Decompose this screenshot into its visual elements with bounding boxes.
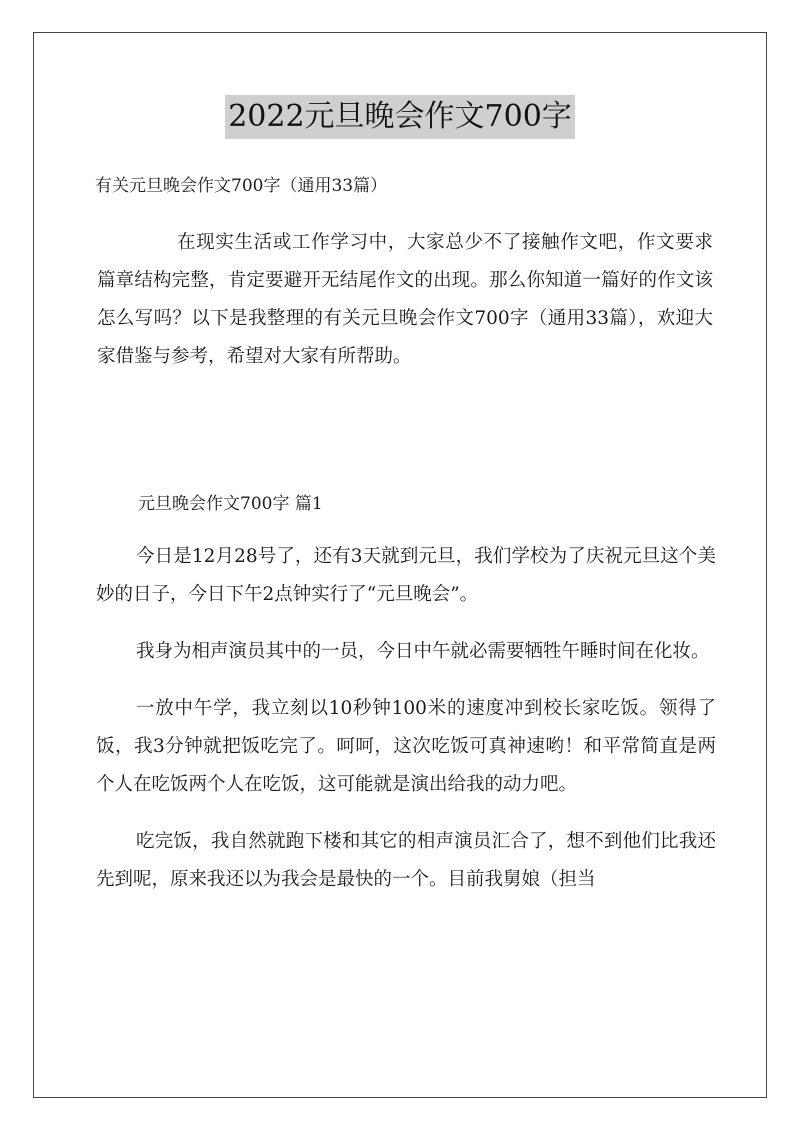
essay-paragraph: 吃完饭，我自然就跑下楼和其它的相声演员汇合了，想不到他们比我还先到呢，原来我还以为我会是最快的一个。目前我舅娘（担当 [96, 831, 716, 890]
title-container [0, 95, 800, 139]
document-title: 2022元旦晚会作文700字 [225, 95, 575, 139]
essay-paragraph: 今日是12月28号了，还有3天就到元旦，我们学校为了庆祝元旦这个美妙的日子，今日下午2点钟实行了“元旦晚会”。 [96, 546, 716, 605]
section-heading: 元旦晚会作文700字 篇1 [138, 494, 323, 514]
essay-paragraph: 一放中午学，我立刻以10秒钟100米的速度冲到校长家吃饭。领得了饭，我3分钟就把饭吃完了。呵呵，这次吃饭可真神速哟！和平常简直是两个人在吃饭两个人在吃饭，这可能就是演出给我的动力吧。 [96, 698, 716, 795]
document-subtitle: 有关元旦晚会作文700字（通用33篇） [95, 176, 388, 196]
intro-paragraph: 在现实生活或工作学习中，大家总少不了接触作文吧，作文要求篇章结构完整，肯定要避开无结尾作文的出现。那么你知道一篇好的作文该怎么写吗？以下是我整理的有关元旦晚会作文700字（通用33篇），欢迎大家借鉴与参考，希望对大家有所帮助。 [97, 232, 713, 367]
essay-body [96, 538, 716, 918]
essay-paragraph: 我身为相声演员其中的一员，今日中午就必需要牺牲午睡时间在化妆。 [136, 641, 710, 662]
